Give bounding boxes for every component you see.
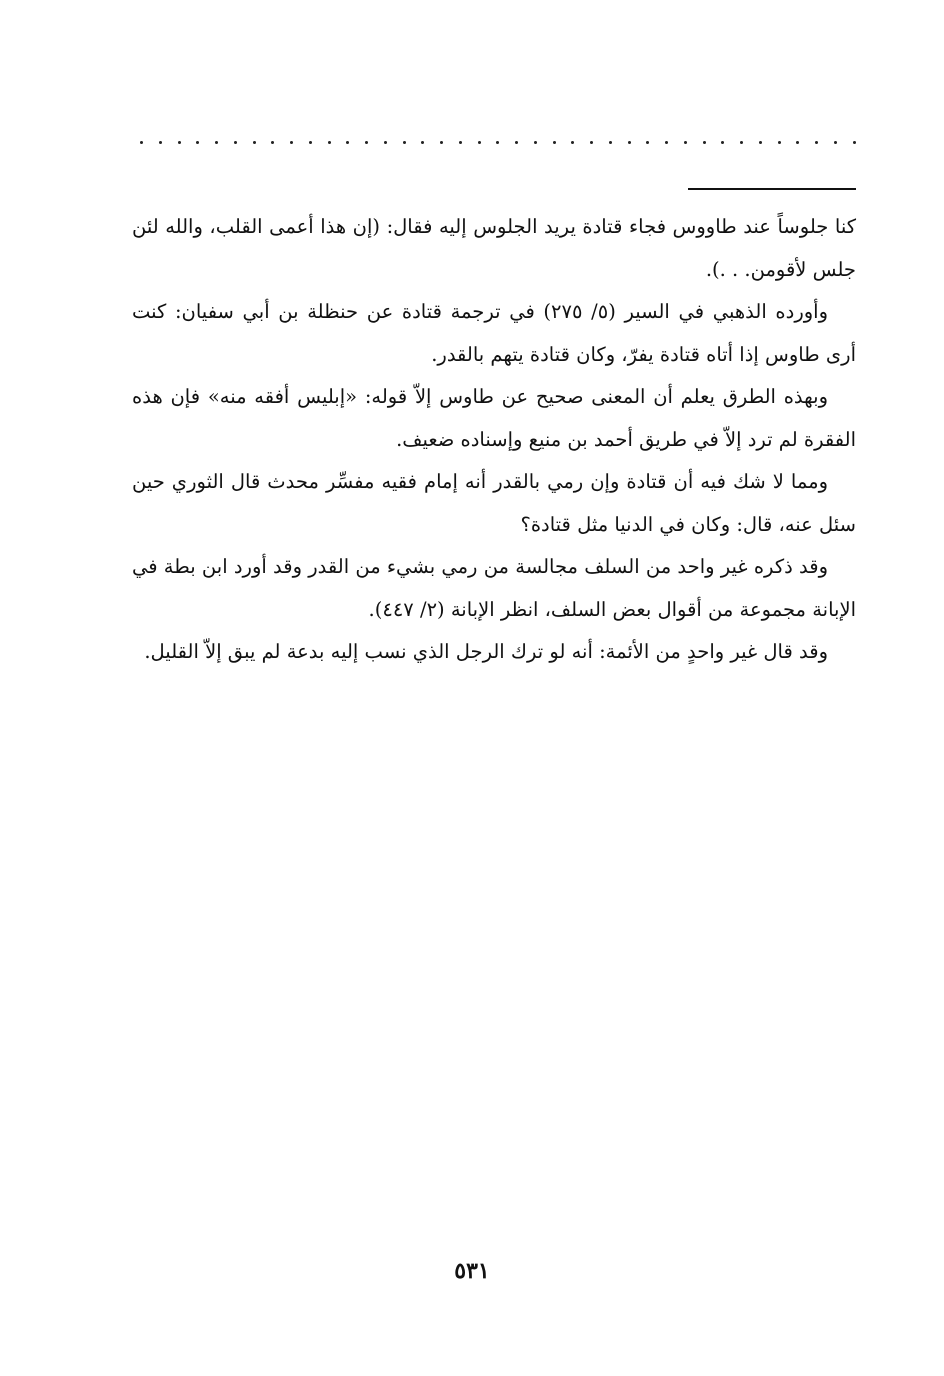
separator-dot bbox=[646, 141, 649, 144]
separator-dot bbox=[515, 141, 518, 144]
separator-dot bbox=[253, 141, 256, 144]
separator-dot bbox=[459, 141, 462, 144]
separator-dot bbox=[365, 141, 368, 144]
separator-dot bbox=[740, 141, 743, 144]
page-number: ٥٣١ bbox=[454, 1258, 490, 1284]
separator-dot bbox=[421, 141, 424, 144]
separator-dot bbox=[703, 141, 706, 144]
paragraph: كنا جلوساً عند طاووس فجاء قتادة يريد الجلوس إليه فقال: (إن هذا أعمى القلب، والله لئن جلس لأقومن. . .). bbox=[132, 215, 856, 281]
separator-dot bbox=[178, 141, 181, 144]
paragraph: وبهذه الطرق يعلم أن المعنى صحيح عن طاوس إلاّ قوله: «إبليس أفقه منه» فإن هذه الفقرة لم ترد إلاّ في طريق أحمد بن منيع وإسناده ضعيف. bbox=[132, 385, 856, 451]
separator-dot bbox=[815, 141, 818, 144]
dotted-separator bbox=[140, 136, 856, 148]
separator-dot bbox=[853, 141, 856, 144]
separator-dot bbox=[571, 141, 574, 144]
footnote-rule bbox=[688, 188, 856, 190]
separator-dot bbox=[403, 141, 406, 144]
separator-dot bbox=[759, 141, 762, 144]
paragraph: وقد قال غير واحدٍ من الأئمة: أنه لو ترك الرجل الذي نسب إليه بدعة لم يبق إلاّ القليل. bbox=[144, 640, 828, 663]
separator-dot bbox=[271, 141, 274, 144]
separator-dot bbox=[234, 141, 237, 144]
paragraph: وأورده الذهبي في السير (٥/ ٢٧٥) في ترجمة قتادة عن حنظلة بن أبي سفيان: كنت أرى طاوس إذا أتاه قتادة يفرّ، وكان قتادة يتهم بالقدر. bbox=[132, 300, 856, 366]
footnote-text bbox=[132, 206, 856, 674]
separator-dot bbox=[534, 141, 537, 144]
separator-dot bbox=[496, 141, 499, 144]
separator-dot bbox=[309, 141, 312, 144]
separator-dot bbox=[140, 141, 143, 144]
separator-dot bbox=[628, 141, 631, 144]
separator-dot bbox=[796, 141, 799, 144]
separator-dot bbox=[159, 141, 162, 144]
separator-dot bbox=[328, 141, 331, 144]
separator-dot bbox=[684, 141, 687, 144]
separator-dot bbox=[215, 141, 218, 144]
separator-dot bbox=[196, 141, 199, 144]
separator-dot bbox=[384, 141, 387, 144]
separator-dot bbox=[834, 141, 837, 144]
separator-dot bbox=[778, 141, 781, 144]
separator-dot bbox=[590, 141, 593, 144]
separator-dot bbox=[478, 141, 481, 144]
paragraph: وقد ذكره غير واحد من السلف مجالسة من رمي بشيء من القدر وقد أورد ابن بطة في الإبانة مجموعة من أقوال بعض السلف، انظر الإبانة (٢/ ٤٤٧). bbox=[132, 555, 856, 621]
separator-dot bbox=[553, 141, 556, 144]
separator-dot bbox=[721, 141, 724, 144]
separator-dot bbox=[609, 141, 612, 144]
separator-dot bbox=[440, 141, 443, 144]
separator-dot bbox=[346, 141, 349, 144]
separator-dot bbox=[290, 141, 293, 144]
paragraph: ومما لا شك فيه أن قتادة وإن رمي بالقدر أنه إمام فقيه مفسِّر محدث قال الثوري حين سئل عنه، قال: وكان في الدنيا مثل قتادة؟ bbox=[132, 470, 856, 536]
separator-dot bbox=[665, 141, 668, 144]
